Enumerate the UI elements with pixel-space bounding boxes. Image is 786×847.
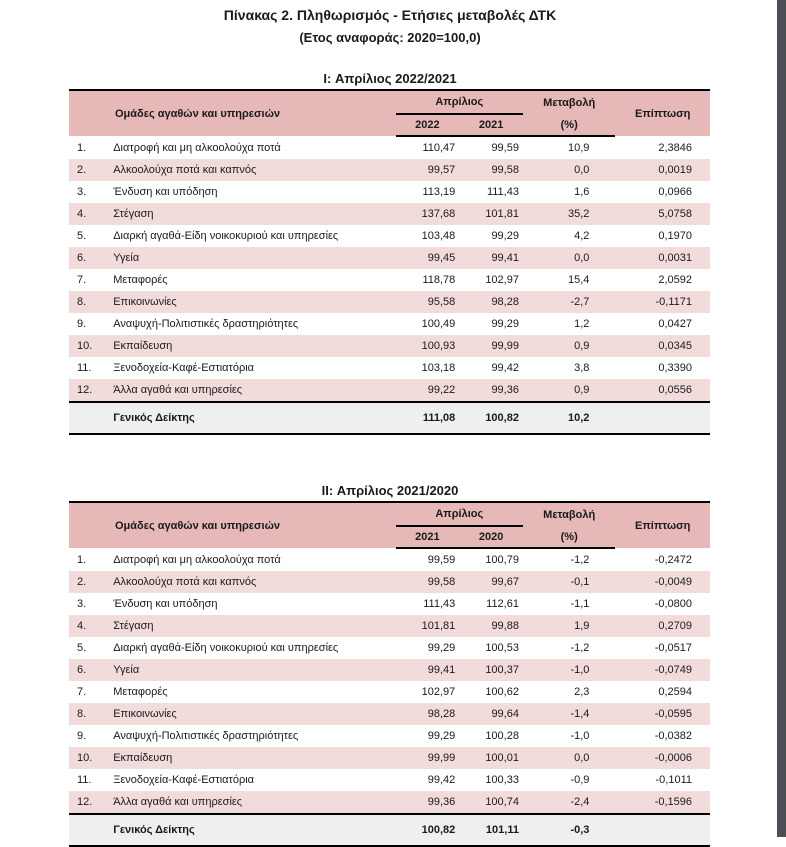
row-number: 4. <box>69 615 113 637</box>
row-value-a: 99,42 <box>396 769 460 791</box>
row-value-b: 100,37 <box>459 659 523 681</box>
row-name: Υγεία <box>113 659 395 681</box>
row-number: 7. <box>69 269 113 291</box>
row-impact: 2,3846 <box>615 136 710 159</box>
row-name: Επικοινωνίες <box>113 703 395 725</box>
row-number: 12. <box>69 791 113 814</box>
table-row <box>69 615 710 637</box>
table-row <box>69 593 710 615</box>
row-number: 12. <box>69 379 113 402</box>
table-row <box>69 357 710 379</box>
document-title: Πίνακας 2. Πληθωρισμός - Ετήσιες μεταβολές ΔΤΚ <box>223 7 557 23</box>
row-value-a: 99,57 <box>396 159 460 181</box>
row-value-a: 137,68 <box>396 203 460 225</box>
row-number: 1. <box>69 548 113 571</box>
row-number: 3. <box>69 181 113 203</box>
row-number: 10. <box>69 747 113 769</box>
cpi-table-2021-2020 <box>69 501 710 847</box>
row-value-a: 99,41 <box>396 659 460 681</box>
row-number: 5. <box>69 637 113 659</box>
table-row <box>69 379 710 402</box>
row-value-b: 99,88 <box>459 615 523 637</box>
row-impact: -0,0749 <box>615 659 710 681</box>
row-value-a: 100,49 <box>396 313 460 335</box>
row-impact: 5,0758 <box>615 203 710 225</box>
table-row <box>69 747 710 769</box>
table-row <box>69 247 710 269</box>
row-name: Ξενοδοχεία-Καφέ-Εστιατόρια <box>113 769 395 791</box>
row-value-b: 101,81 <box>459 203 523 225</box>
row-value-a: 99,99 <box>396 747 460 769</box>
row-value-b: 100,62 <box>459 681 523 703</box>
table-row <box>69 791 710 814</box>
row-number: 5. <box>69 225 113 247</box>
header-impact: Επίπτωση <box>615 90 710 136</box>
section-title-2: II: Απρίλιος 2021/2020 <box>321 483 459 498</box>
row-impact: -0,1011 <box>615 769 710 791</box>
header-change-unit: (%) <box>523 114 615 136</box>
total-number <box>69 814 113 846</box>
row-value-b: 99,29 <box>459 313 523 335</box>
row-value-a: 110,47 <box>396 136 460 159</box>
row-value-a: 99,58 <box>396 571 460 593</box>
header-year-a: 2021 <box>396 526 460 548</box>
row-impact: 0,0345 <box>615 335 710 357</box>
row-number: 6. <box>69 659 113 681</box>
total-value-a: 111,08 <box>396 402 460 434</box>
row-impact: 0,0427 <box>615 313 710 335</box>
row-value-b: 100,53 <box>459 637 523 659</box>
row-change: -1,4 <box>523 703 615 725</box>
total-name: Γενικός Δείκτης <box>113 402 395 434</box>
total-name: Γενικός Δείκτης <box>113 814 395 846</box>
header-group: Ομάδες αγαθών και υπηρεσιών <box>69 502 396 548</box>
row-impact: 0,2709 <box>615 615 710 637</box>
row-name: Μεταφορές <box>113 269 395 291</box>
row-value-b: 99,59 <box>459 136 523 159</box>
row-value-a: 103,48 <box>396 225 460 247</box>
row-change: 10,9 <box>523 136 615 159</box>
row-number: 10. <box>69 335 113 357</box>
total-impact <box>615 814 710 846</box>
row-value-b: 99,67 <box>459 571 523 593</box>
row-change: 0,0 <box>523 247 615 269</box>
row-change: -2,7 <box>523 291 615 313</box>
table-row <box>69 659 710 681</box>
row-value-a: 113,19 <box>396 181 460 203</box>
row-value-b: 99,29 <box>459 225 523 247</box>
row-value-a: 99,59 <box>396 548 460 571</box>
row-number: 7. <box>69 681 113 703</box>
row-change: -2,4 <box>523 791 615 814</box>
total-change: 10,2 <box>523 402 615 434</box>
row-value-a: 101,81 <box>396 615 460 637</box>
window-scrollbar[interactable] <box>777 0 786 837</box>
row-number: 9. <box>69 313 113 335</box>
row-value-b: 102,97 <box>459 269 523 291</box>
row-change: -0,1 <box>523 571 615 593</box>
row-value-b: 99,41 <box>459 247 523 269</box>
table-row <box>69 769 710 791</box>
row-name: Επικοινωνίες <box>113 291 395 313</box>
row-impact: 0,0031 <box>615 247 710 269</box>
row-value-b: 99,99 <box>459 335 523 357</box>
row-value-b: 100,01 <box>459 747 523 769</box>
row-impact: 0,0556 <box>615 379 710 402</box>
row-value-a: 103,18 <box>396 357 460 379</box>
row-name: Αλκοολούχα ποτά και καπνός <box>113 159 395 181</box>
row-value-b: 99,36 <box>459 379 523 402</box>
row-name: Στέγαση <box>113 203 395 225</box>
row-change: 2,3 <box>523 681 615 703</box>
header-change-unit: (%) <box>523 526 615 548</box>
row-name: Διατροφή και μη αλκοολούχα ποτά <box>113 136 395 159</box>
document-subtitle: (Ετος αναφοράς: 2020=100,0) <box>299 30 481 45</box>
row-impact: -0,0517 <box>615 637 710 659</box>
row-name: Εκπαίδευση <box>113 335 395 357</box>
row-value-b: 100,79 <box>459 548 523 571</box>
row-number: 11. <box>69 357 113 379</box>
row-value-a: 100,93 <box>396 335 460 357</box>
header-month: Απρίλιος <box>396 90 523 114</box>
row-impact: 0,0019 <box>615 159 710 181</box>
header-change: Μεταβολή <box>523 90 615 114</box>
total-value-a: 100,82 <box>396 814 460 846</box>
row-value-a: 102,97 <box>396 681 460 703</box>
header-group: Ομάδες αγαθών και υπηρεσιών <box>69 90 396 136</box>
row-name: Άλλα αγαθά και υπηρεσίες <box>113 379 395 402</box>
row-value-b: 112,61 <box>459 593 523 615</box>
row-name: Διαρκή αγαθά-Είδη νοικοκυριού και υπηρεσίες <box>113 637 395 659</box>
header-month: Απρίλιος <box>396 502 523 526</box>
row-change: 4,2 <box>523 225 615 247</box>
total-change: -0,3 <box>523 814 615 846</box>
row-number: 3. <box>69 593 113 615</box>
total-row <box>69 814 710 846</box>
row-change: 1,9 <box>523 615 615 637</box>
row-value-b: 100,74 <box>459 791 523 814</box>
row-name: Ξενοδοχεία-Καφέ-Εστιατόρια <box>113 357 395 379</box>
total-number <box>69 402 113 434</box>
row-change: 35,2 <box>523 203 615 225</box>
row-value-a: 99,45 <box>396 247 460 269</box>
table-row <box>69 637 710 659</box>
row-impact: -0,0382 <box>615 725 710 747</box>
row-change: -1,1 <box>523 593 615 615</box>
row-value-a: 99,29 <box>396 725 460 747</box>
row-value-b: 99,42 <box>459 357 523 379</box>
total-value-b: 101,11 <box>459 814 523 846</box>
total-impact <box>615 402 710 434</box>
row-change: 0,0 <box>523 159 615 181</box>
row-change: 15,4 <box>523 269 615 291</box>
table-row <box>69 725 710 747</box>
row-value-b: 99,64 <box>459 703 523 725</box>
row-name: Αλκοολούχα ποτά και καπνός <box>113 571 395 593</box>
row-impact: -0,0595 <box>615 703 710 725</box>
row-value-a: 118,78 <box>396 269 460 291</box>
table-row <box>69 681 710 703</box>
row-name: Ένδυση και υπόδηση <box>113 181 395 203</box>
row-name: Αναψυχή-Πολιτιστικές δραστηριότητες <box>113 313 395 335</box>
table-row <box>69 291 710 313</box>
row-value-a: 99,29 <box>396 637 460 659</box>
row-number: 2. <box>69 159 113 181</box>
row-value-b: 100,33 <box>459 769 523 791</box>
row-number: 9. <box>69 725 113 747</box>
row-impact: 0,2594 <box>615 681 710 703</box>
total-value-b: 100,82 <box>459 402 523 434</box>
table-row <box>69 548 710 571</box>
row-number: 4. <box>69 203 113 225</box>
row-name: Αναψυχή-Πολιτιστικές δραστηριότητες <box>113 725 395 747</box>
row-change: 0,0 <box>523 747 615 769</box>
table-row <box>69 159 710 181</box>
row-change: -0,9 <box>523 769 615 791</box>
row-number: 8. <box>69 291 113 313</box>
row-impact: -0,0006 <box>615 747 710 769</box>
row-name: Εκπαίδευση <box>113 747 395 769</box>
row-value-a: 95,58 <box>396 291 460 313</box>
row-name: Άλλα αγαθά και υπηρεσίες <box>113 791 395 814</box>
row-change: 3,8 <box>523 357 615 379</box>
row-impact: 2,0592 <box>615 269 710 291</box>
table-row <box>69 181 710 203</box>
row-impact: -0,1171 <box>615 291 710 313</box>
row-name: Στέγαση <box>113 615 395 637</box>
header-year-b: 2020 <box>459 526 523 548</box>
row-impact: 0,0966 <box>615 181 710 203</box>
row-impact: -0,0800 <box>615 593 710 615</box>
row-value-a: 99,36 <box>396 791 460 814</box>
section-title-1: I: Απρίλιος 2022/2021 <box>323 71 457 86</box>
row-change: -1,2 <box>523 548 615 571</box>
row-name: Διατροφή και μη αλκοολούχα ποτά <box>113 548 395 571</box>
table-row <box>69 703 710 725</box>
row-impact: -0,1596 <box>615 791 710 814</box>
row-impact: 0,3390 <box>615 357 710 379</box>
row-name: Ένδυση και υπόδηση <box>113 593 395 615</box>
row-number: 6. <box>69 247 113 269</box>
row-number: 11. <box>69 769 113 791</box>
row-change: 0,9 <box>523 335 615 357</box>
row-impact: 0,1970 <box>615 225 710 247</box>
row-number: 2. <box>69 571 113 593</box>
row-change: 1,2 <box>523 313 615 335</box>
table-row <box>69 571 710 593</box>
row-number: 8. <box>69 703 113 725</box>
table-row <box>69 225 710 247</box>
row-change: -1,0 <box>523 725 615 747</box>
header-change: Μεταβολή <box>523 502 615 526</box>
row-name: Διαρκή αγαθά-Είδη νοικοκυριού και υπηρεσίες <box>113 225 395 247</box>
cpi-table-2022-2021 <box>69 89 710 435</box>
row-value-b: 111,43 <box>459 181 523 203</box>
total-row <box>69 402 710 434</box>
table-row <box>69 269 710 291</box>
row-change: -1,2 <box>523 637 615 659</box>
table-row <box>69 203 710 225</box>
table-row <box>69 335 710 357</box>
row-number: 1. <box>69 136 113 159</box>
row-change: 0,9 <box>523 379 615 402</box>
row-change: -1,0 <box>523 659 615 681</box>
row-name: Υγεία <box>113 247 395 269</box>
row-value-a: 99,22 <box>396 379 460 402</box>
table-row <box>69 136 710 159</box>
row-value-b: 98,28 <box>459 291 523 313</box>
header-impact: Επίπτωση <box>615 502 710 548</box>
row-value-b: 99,58 <box>459 159 523 181</box>
header-year-b: 2021 <box>459 114 523 136</box>
row-value-b: 100,28 <box>459 725 523 747</box>
row-name: Μεταφορές <box>113 681 395 703</box>
table-row <box>69 313 710 335</box>
row-value-a: 98,28 <box>396 703 460 725</box>
header-year-a: 2022 <box>396 114 460 136</box>
row-impact: -0,2472 <box>615 548 710 571</box>
row-impact: -0,0049 <box>615 571 710 593</box>
row-change: 1,6 <box>523 181 615 203</box>
row-value-a: 111,43 <box>396 593 460 615</box>
